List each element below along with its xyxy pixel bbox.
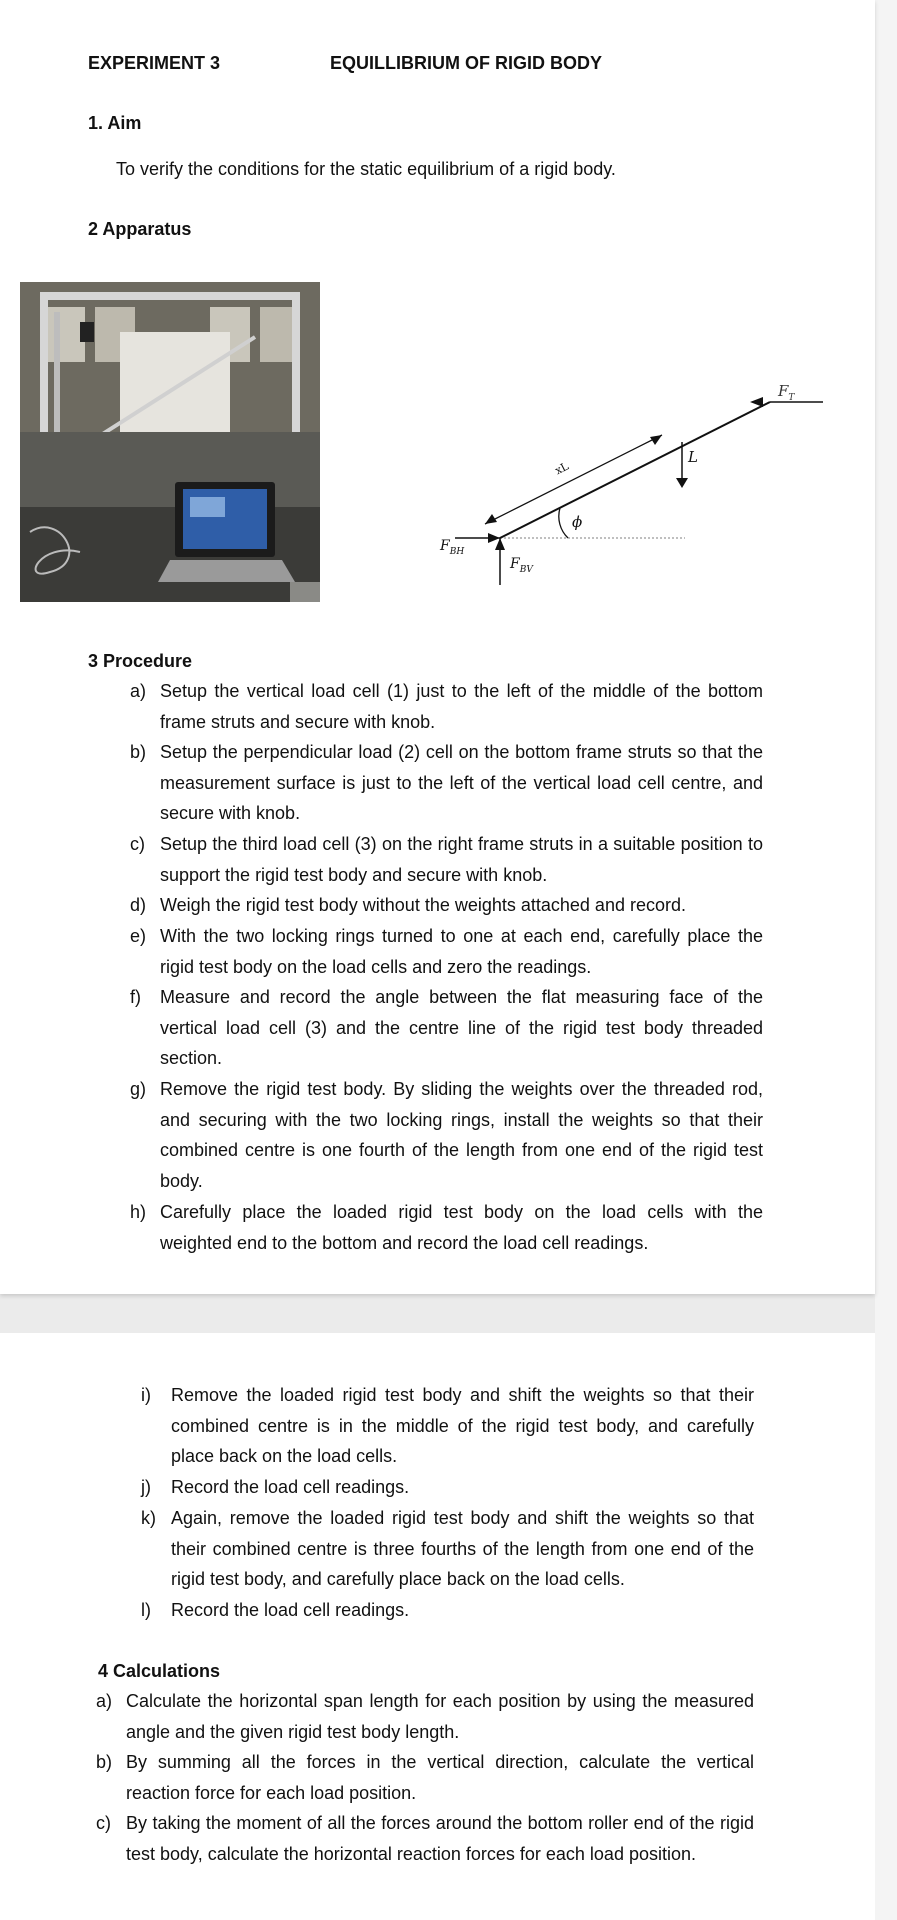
procedure-item-text: Measure and record the angle between the flat measuring face of the vertical load cell (3) and the centre line of the rigid test body threaded section. (160, 987, 763, 1068)
calculations-heading: 4 Calculations (98, 1661, 221, 1681)
procedure-item-g (130, 1074, 763, 1196)
label-phi: ϕ (572, 513, 583, 531)
calculation-item-a (96, 1686, 754, 1747)
procedure-item-b (130, 737, 763, 829)
procedure-item-text: Weigh the rigid test body without the weights attached and record. (160, 895, 686, 915)
procedure-item-text: Remove the rigid test body. By sliding the weights over the threaded rod, and securing with the two locking rings, install the weights so that their combined centre is one fourth of the length from one end of the rigid test body. (160, 1079, 763, 1191)
procedure-item-text: With the two locking rings turned to one at each end, carefully place the rigid test body on the load cells and zero the readings. (160, 926, 763, 977)
label-l: L (688, 448, 698, 466)
free-body-diagram (430, 380, 830, 590)
procedure-item-k (141, 1503, 754, 1595)
procedure-item-label: g) (130, 1079, 147, 1099)
procedure-item-l (141, 1595, 754, 1626)
procedure-item-label: b) (130, 742, 147, 762)
procedure-item-label: d) (130, 895, 147, 915)
procedure-item-d (130, 890, 770, 921)
procedure-item-text: Again, remove the loaded rigid test body and shift the weights so that their combined centre is three fourths of the length from one end of the rigid test body, and carefully place back on the load cells. (171, 1508, 754, 1589)
document-page-2 (0, 1333, 875, 1920)
calculation-item-label: a) (96, 1691, 113, 1711)
procedure-item-f (130, 982, 763, 1074)
procedure-item-label: e) (130, 926, 147, 946)
procedure-item-i (141, 1380, 754, 1472)
label-fbv: $F_{BV}$ (510, 556, 533, 575)
procedure-item-label: a) (130, 681, 147, 701)
calculation-item-label: b) (96, 1752, 113, 1772)
procedure-item-text: Setup the perpendicular load (2) cell on the bottom frame struts so that the measurement surface is just to the left of the vertical load cell centre, and secure with knob. (160, 742, 763, 823)
procedure-item-label: k) (141, 1508, 156, 1528)
label-xl: xL (552, 459, 571, 478)
procedure-item-h (130, 1197, 763, 1258)
procedure-item-text: Record the load cell readings. (171, 1600, 410, 1620)
procedure-item-j (141, 1472, 754, 1503)
procedure-item-label: f) (130, 987, 141, 1007)
aim-text: To verify the conditions for the static equilibrium of a rigid body. (116, 159, 616, 179)
experiment-number: EXPERIMENT 3 (88, 53, 221, 73)
apparatus-photo (20, 282, 320, 602)
calculation-item-text: By summing all the forces in the vertical direction, calculate the vertical reaction force for each load position. (126, 1752, 754, 1803)
procedure-item-text: Setup the third load cell (3) on the right frame struts in a suitable position to support the rigid test body and secure with knob. (160, 834, 763, 885)
calculation-item-text: Calculate the horizontal span length for each position by using the measured angle and the given rigid test body length. (126, 1691, 754, 1742)
apparatus-heading: 2 Apparatus (88, 219, 192, 239)
scrollbar-track[interactable] (875, 0, 897, 1920)
calculation-item-label: c) (96, 1813, 111, 1833)
document-title: EQUILLIBRIUM OF RIGID BODY (330, 53, 602, 73)
procedure-heading: 3 Procedure (88, 651, 193, 671)
procedure-item-text: Setup the vertical load cell (1) just to the left of the middle of the bottom frame struts and secure with knob. (160, 681, 763, 732)
procedure-item-label: h) (130, 1202, 147, 1222)
procedure-item-e (130, 921, 763, 982)
procedure-item-label: i) (141, 1385, 151, 1405)
procedure-item-label: c) (130, 834, 145, 854)
label-fbh: $F_{BH}$ (440, 538, 465, 557)
procedure-item-c (130, 829, 763, 890)
aim-heading: 1. Aim (88, 113, 142, 133)
calculation-item-text: By taking the moment of all the forces around the bottom roller end of the rigid test body, calculate the horizontal reaction forces for each load position. (126, 1813, 754, 1864)
procedure-item-a (130, 676, 763, 737)
procedure-item-text: Carefully place the loaded rigid test body on the load cells with the weighted end to the bottom and record the load cell readings. (160, 1202, 763, 1253)
procedure-item-text: Remove the loaded rigid test body and shift the weights so that their combined centre is in the middle of the rigid test body, and carefully place back on the load cells. (171, 1385, 754, 1466)
procedure-item-label: j) (141, 1477, 151, 1497)
procedure-item-label: l) (141, 1600, 151, 1620)
procedure-item-text: Record the load cell readings. (171, 1477, 410, 1497)
label-ft: $F_T$ (778, 382, 795, 403)
calculation-item-c (96, 1808, 754, 1869)
calculation-item-b (96, 1747, 754, 1808)
